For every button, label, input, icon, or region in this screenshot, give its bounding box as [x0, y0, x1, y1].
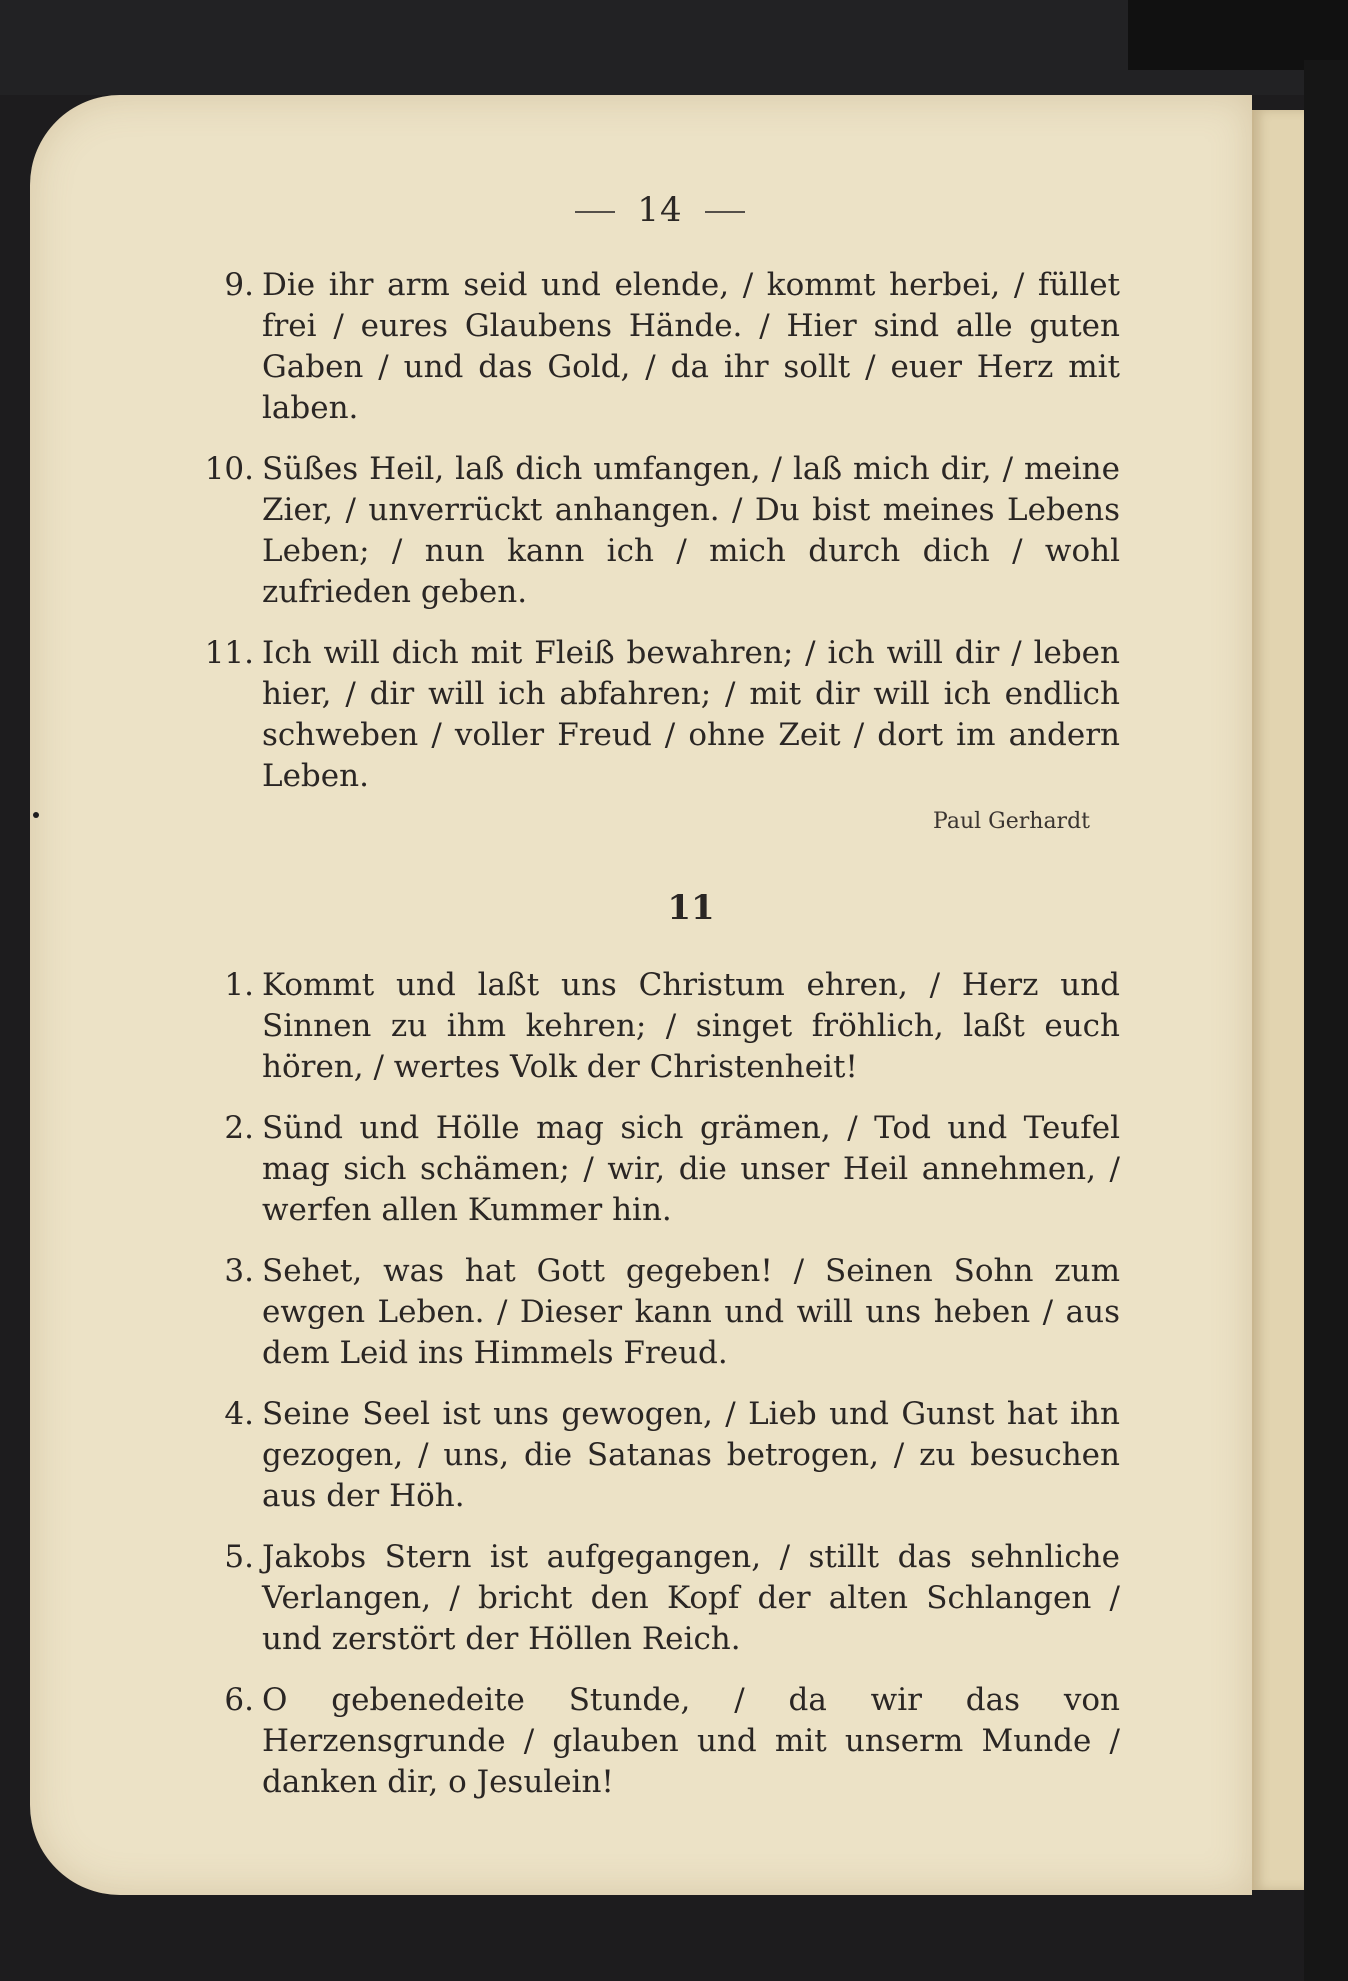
stanza-text: Sehet, was hat Gott gegeben! / Seinen Sohn zum ewgen Leben. / Dieser kann und will uns heben / aus dem Leid ins Himmels Freud.	[262, 1253, 1120, 1371]
stanza-number: 6.	[224, 1682, 254, 1718]
stanza-text: Ich will dich mit Fleiß bewahren; / ich will dir / leben hier, / dir will ich abfahren; / mit dir will ich endlich schweben / voller Freud / ohne Zeit / dort im andern Leben.	[262, 635, 1120, 794]
stanza	[200, 1251, 1120, 1374]
stanza-text: Jakobs Stern ist aufgegangen, / stillt das sehnliche Verlangen, / bricht den Kopf der alten Schlangen / und zerstört der Höllen Reich.	[262, 1539, 1120, 1657]
stanza-number: 5.	[224, 1539, 254, 1575]
stanza-text: Sünd und Hölle mag sich grämen, / Tod und Teufel mag sich schämen; / wir, die unser Heil annehmen, / werfen allen Kummer hin.	[262, 1110, 1120, 1228]
stanza-text: O gebenedeite Stunde, / da wir das von Herzensgrunde / glauben und mit unserm Munde / danken dir, o Jesulein!	[262, 1682, 1120, 1800]
stanza	[200, 265, 1120, 429]
stanza-number: 4.	[224, 1396, 254, 1432]
stanza-number: 3.	[224, 1253, 254, 1289]
stanza-number: 2.	[224, 1110, 254, 1146]
stanza-text: Kommt und laßt uns Christum ehren, / Herz und Sinnen zu ihm kehren; / singet fröhlich, laßt euch hören, / wertes Volk der Christenheit!	[262, 967, 1120, 1085]
stanza-number: 1.	[224, 967, 254, 1003]
stanza-number: 10.	[204, 451, 254, 487]
stanza	[200, 449, 1120, 613]
stanza-text: Seine Seel ist uns gewogen, / Lieb und Gunst hat ihn gezogen, / uns, die Satanas betrogen, / zu besuchen aus der Höh.	[262, 1396, 1120, 1514]
next-page-edge	[1252, 110, 1306, 1890]
stanza	[200, 965, 1120, 1088]
scan-background-right	[1304, 60, 1348, 1981]
left-dash	[575, 211, 615, 213]
stanza-number: 11.	[204, 635, 254, 671]
stanza-number: 9.	[224, 267, 254, 303]
hymn-number: 11	[667, 888, 715, 928]
author-name: Paul Gerhardt	[933, 809, 1090, 834]
page-text	[200, 265, 1120, 1823]
stanza	[200, 1680, 1120, 1803]
stanza	[200, 1108, 1120, 1231]
stanza	[200, 633, 1120, 797]
stanza	[200, 1537, 1120, 1660]
stanza-text: Die ihr arm seid und elende, / kommt herbei, / füllet frei / eures Glaubens Hände. / Hier sind alle guten Gaben / und das Gold, / da ihr sollt / euer Herz mit laben.	[262, 267, 1120, 426]
right-dash	[705, 211, 745, 213]
page-number-value: 14	[637, 190, 683, 230]
stanza	[200, 1394, 1120, 1517]
scan-dot	[33, 812, 39, 818]
page-number	[0, 190, 1320, 230]
stanza-text: Süßes Heil, laß dich umfangen, / laß mich dir, / meine Zier, / unverrückt anhangen. / Du bist meines Lebens Leben; / nun kann ich / mich durch dich / wohl zufrieden geben.	[262, 451, 1120, 610]
